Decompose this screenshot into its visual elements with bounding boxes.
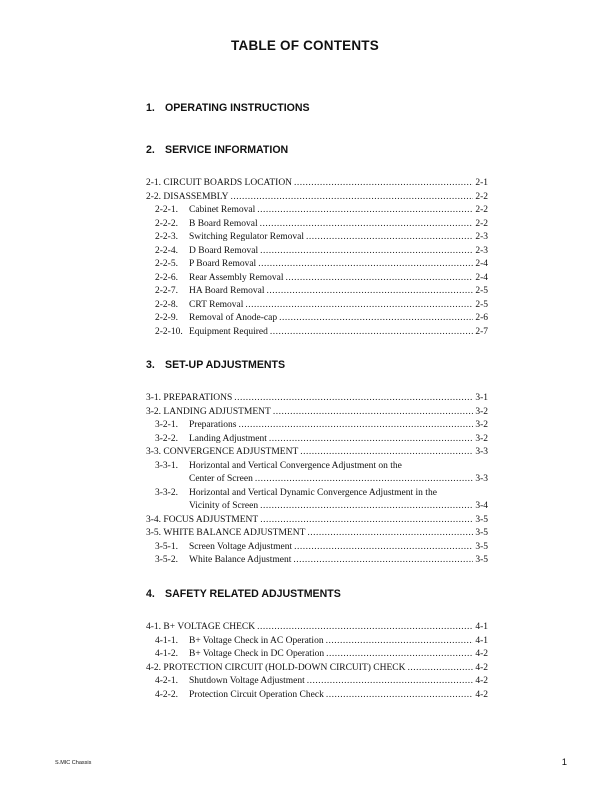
dot-leader — [326, 635, 474, 649]
entry-page: 2-4 — [475, 272, 488, 283]
entry-title: DISASSEMBLY — [163, 191, 229, 202]
entry-number: 3-2-2. — [155, 433, 178, 444]
dot-leader — [260, 218, 474, 232]
entry-title: Screen Voltage Adjustment — [189, 541, 293, 552]
section-number: 4. — [146, 588, 155, 600]
entry-page: 2-5 — [475, 286, 488, 296]
section-3 — [146, 358, 488, 568]
toc-entries — [146, 621, 488, 702]
toc-entries — [146, 177, 488, 339]
dot-leader — [234, 392, 473, 406]
toc-entry[interactable] — [146, 204, 488, 218]
entry-title: B+ Voltage Check in DC Operation — [189, 649, 325, 659]
dot-leader — [260, 245, 473, 259]
entry-page: 2-7 — [475, 326, 488, 337]
entry-title: Rear Assembly Removal — [189, 272, 284, 283]
entry-number: 2-1. — [146, 178, 162, 188]
entry-title: HA Board Removal — [189, 286, 265, 296]
toc-entry-continued[interactable] — [146, 473, 488, 487]
entry-title: B+ Voltage Check in AC Operation — [189, 635, 324, 646]
entry-page: 2-2 — [475, 205, 488, 215]
entry-number: 3-2. — [146, 406, 162, 417]
toc-entry[interactable] — [146, 433, 488, 447]
entry-title: FOCUS ADJUSTMENT — [163, 514, 259, 525]
dot-leader — [239, 419, 474, 433]
entry-number: 3-3. — [146, 447, 162, 457]
footer-chassis-label: S.MIC Chassis — [55, 760, 92, 766]
entry-number: 3-1. — [146, 393, 162, 403]
entry-page: 2-5 — [475, 299, 488, 310]
entry-page: 3-5 — [475, 541, 488, 552]
entry-number: 2-2-5. — [155, 259, 178, 269]
toc-entry[interactable] — [146, 312, 488, 326]
toc-entry[interactable] — [146, 460, 488, 474]
dot-leader — [245, 299, 473, 313]
page-number: 1 — [561, 757, 567, 768]
entry-title: Vicinity of Screen — [189, 501, 259, 511]
toc-entry[interactable] — [146, 218, 488, 232]
entry-page: 4-1 — [475, 635, 488, 646]
entry-title: WHITE BALANCE ADJUSTMENT — [163, 528, 306, 538]
dot-leader — [230, 191, 473, 205]
section-title: SAFETY RELATED ADJUSTMENTS — [165, 588, 341, 600]
entry-title: Landing Adjustment — [189, 433, 267, 444]
entry-title: Switching Regulator Removal — [189, 232, 305, 242]
toc-entry[interactable] — [146, 554, 488, 568]
toc-entry[interactable] — [146, 514, 488, 528]
entry-page: 3-5 — [475, 514, 488, 525]
section-heading — [146, 143, 488, 157]
dot-leader — [300, 446, 473, 460]
dot-leader — [285, 272, 473, 286]
dot-leader — [279, 312, 473, 326]
entry-title: Shutdown Voltage Adjustment — [189, 676, 305, 686]
section-heading — [146, 358, 488, 372]
entry-number: 4-1-2. — [155, 649, 178, 659]
entry-page: 2-2 — [475, 191, 488, 202]
dot-leader — [260, 514, 473, 528]
section-2 — [146, 143, 488, 339]
dot-leader — [294, 541, 473, 555]
toc-entry[interactable] — [146, 285, 488, 299]
entry-title: CRT Removal — [189, 299, 244, 310]
entry-number: 3-3-2. — [155, 487, 178, 498]
entry-title: Equipment Required — [189, 326, 268, 337]
entry-number: 2-2-1. — [155, 205, 178, 215]
toc-entry[interactable] — [146, 541, 488, 555]
entry-number: 4-2. — [146, 662, 162, 673]
dot-leader — [307, 527, 473, 541]
dot-leader — [258, 258, 473, 272]
dot-leader — [326, 689, 474, 703]
entry-number: 3-3-1. — [155, 460, 178, 471]
entry-title: Horizontal and Vertical Convergence Adjustment on the — [189, 460, 402, 471]
toc-entry[interactable] — [146, 191, 488, 205]
entry-title: B+ VOLTAGE CHECK — [163, 622, 256, 632]
dot-leader — [407, 662, 473, 676]
toc-entry[interactable] — [146, 419, 488, 433]
entry-number: 4-1-1. — [155, 635, 178, 646]
section-title: SET-UP ADJUSTMENTS — [165, 359, 286, 371]
entry-page: 4-1 — [475, 622, 488, 632]
toc-entry[interactable] — [146, 446, 488, 460]
entry-number: 2-2-6. — [155, 272, 178, 283]
toc-entry[interactable] — [146, 326, 488, 340]
entry-number: 2-2-8. — [155, 299, 178, 310]
entry-page: 2-4 — [475, 259, 488, 269]
toc-entry[interactable] — [146, 406, 488, 420]
entry-number: 3-5-1. — [155, 541, 178, 552]
dot-leader — [257, 621, 473, 635]
section-number: 3. — [146, 359, 155, 371]
toc-entry[interactable] — [146, 689, 488, 703]
toc-entry[interactable] — [146, 648, 488, 662]
dot-leader — [255, 473, 473, 487]
entry-number: 2-2-9. — [155, 313, 178, 323]
dot-leader — [326, 648, 473, 662]
toc-entry[interactable] — [146, 231, 488, 245]
entry-page: 4-2 — [475, 649, 488, 659]
entry-title: Cabinet Removal — [189, 205, 256, 215]
entry-page: 4-2 — [475, 676, 488, 686]
entry-number: 2-2-7. — [155, 286, 178, 296]
dot-leader — [294, 177, 473, 191]
dot-leader — [270, 326, 473, 340]
entry-title: PREPARATIONS — [163, 393, 233, 403]
section-title: SERVICE INFORMATION — [165, 144, 289, 156]
section-number: 1. — [146, 102, 155, 114]
toc-entry[interactable] — [146, 258, 488, 272]
entry-title: CONVERGENCE ADJUSTMENT — [163, 447, 299, 457]
entry-number: 4-2-1. — [155, 676, 178, 686]
entry-page: 3-2 — [475, 406, 488, 417]
section-title: OPERATING INSTRUCTIONS — [165, 102, 310, 114]
entry-page: 4-2 — [475, 662, 488, 673]
entry-page: 3-5 — [475, 528, 488, 538]
toc-entry[interactable] — [146, 299, 488, 313]
entry-title: Preparations — [189, 420, 237, 430]
dot-leader — [269, 433, 473, 447]
dot-leader — [266, 285, 473, 299]
entry-page: 4-2 — [475, 689, 488, 700]
dot-leader — [257, 204, 473, 218]
entry-page: 2-3 — [475, 245, 488, 256]
entry-page: 2-3 — [475, 232, 488, 242]
entry-page: 3-3 — [475, 447, 488, 457]
toc-entry[interactable] — [146, 621, 488, 635]
entry-number: 3-5. — [146, 528, 162, 538]
section-4 — [146, 587, 488, 702]
toc-entry[interactable] — [146, 392, 488, 406]
section-number: 2. — [146, 144, 155, 156]
entry-number: 4-1. — [146, 622, 162, 632]
dot-leader — [273, 406, 474, 420]
toc-entry-continued[interactable] — [146, 500, 488, 514]
entry-title: Horizontal and Vertical Dynamic Convergence Adjustment in the — [189, 487, 437, 498]
entry-title: P Board Removal — [189, 259, 257, 269]
page-title: TABLE OF CONTENTS — [231, 38, 379, 53]
entry-title: B Board Removal — [189, 218, 258, 229]
entry-title: D Board Removal — [189, 245, 259, 256]
section-1 — [146, 101, 488, 135]
entry-page: 2-1 — [475, 178, 488, 188]
toc-entries — [146, 392, 488, 568]
toc-entry[interactable] — [146, 527, 488, 541]
entry-page: 3-3 — [475, 474, 488, 484]
entry-page: 3-4 — [475, 501, 488, 511]
entry-number: 3-2-1. — [155, 420, 178, 430]
section-heading — [146, 101, 488, 115]
toc-entry[interactable] — [146, 662, 488, 676]
dot-leader — [307, 675, 474, 689]
entry-number: 2-2-4. — [155, 245, 178, 256]
entry-page: 3-5 — [475, 555, 488, 565]
toc-entry[interactable] — [146, 635, 488, 649]
entry-title: White Balance Adjustment — [189, 555, 292, 565]
entry-page: 3-2 — [475, 420, 488, 430]
toc-entry[interactable] — [146, 272, 488, 286]
dot-leader — [260, 500, 473, 514]
entry-page: 2-2 — [475, 218, 488, 229]
entry-page: 3-2 — [475, 433, 488, 444]
entry-number: 2-2. — [146, 191, 162, 202]
entry-number: 3-4. — [146, 514, 162, 525]
entry-title: Center of Screen — [189, 474, 253, 484]
section-heading — [146, 587, 488, 601]
entry-number: 3-5-2. — [155, 555, 178, 565]
dot-leader — [306, 231, 473, 245]
toc-entry[interactable] — [146, 245, 488, 259]
entry-title: LANDING ADJUSTMENT — [163, 406, 271, 417]
entry-title: PROTECTION CIRCUIT (HOLD-DOWN CIRCUIT) CHECK — [163, 662, 406, 673]
entry-number: 4-2-2. — [155, 689, 178, 700]
entry-page: 2-6 — [475, 313, 488, 323]
entry-number: 2-2-2. — [155, 218, 178, 229]
entry-title: Protection Circuit Operation Check — [189, 689, 324, 700]
entry-title: CIRCUIT BOARDS LOCATION — [163, 178, 293, 188]
entry-number: 2-2-10. — [155, 326, 183, 337]
toc-entry[interactable] — [146, 487, 488, 501]
toc-entry[interactable] — [146, 675, 488, 689]
entry-page: 3-1 — [475, 393, 488, 403]
entry-number: 2-2-3. — [155, 232, 178, 242]
dot-leader — [293, 554, 473, 568]
entry-title: Removal of Anode-cap — [189, 313, 278, 323]
toc-entry[interactable] — [146, 177, 488, 191]
